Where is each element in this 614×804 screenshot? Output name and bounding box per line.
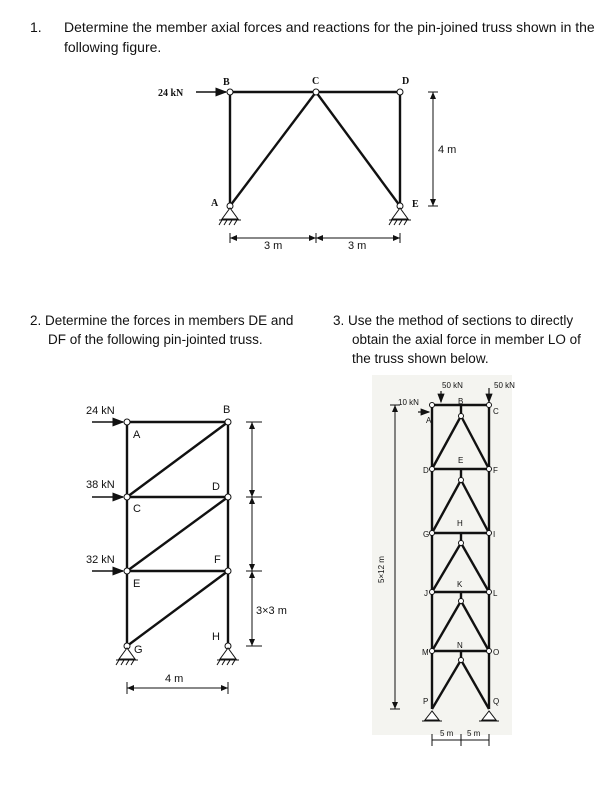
fig3-node-H: H (457, 519, 463, 528)
problem-1-number: 1. (30, 19, 42, 35)
fig1-node-B: B (223, 77, 230, 88)
fig1-load-label: 24 kN (158, 88, 184, 99)
fig3-node-J: J (424, 589, 428, 598)
fig2-node-C: C (133, 503, 141, 515)
fig2-node-F: F (214, 554, 221, 566)
problem-2-text-line2: DF of the following pin-jointed truss. (48, 332, 263, 347)
fig3-node-I: I (493, 530, 496, 539)
fig3-node-N: N (457, 641, 463, 650)
problem-2-text-line1: 2. Determine the forces in members DE and (30, 313, 294, 328)
problem-1-text-line2: following figure. (64, 39, 162, 55)
fig3-node-D: D (423, 466, 429, 475)
fig3-load-50-right: 50 kN (494, 381, 515, 390)
fig2-load-38: 38 kN (86, 479, 115, 491)
fig3-node-K: K (457, 580, 463, 589)
fig3-node-G: G (423, 530, 430, 539)
figure-3-truss (372, 375, 515, 746)
fig1-span1-dim: 3 m (264, 240, 283, 252)
fig3-node-F: F (493, 466, 498, 475)
fig3-span1-dim: 5 m (440, 729, 454, 738)
problem-3-text-line1: 3. Use the method of sections to directly (333, 313, 574, 328)
fig3-node-M: M (422, 648, 429, 657)
fig2-width-dim: 4 m (165, 673, 184, 685)
fig2-node-B: B (223, 404, 231, 416)
fig1-span2-dim: 3 m (348, 240, 367, 252)
fig2-load-32: 32 kN (86, 554, 115, 566)
figure-2-truss (86, 404, 287, 694)
fig2-node-D: D (212, 481, 220, 493)
fig3-load-50-left: 50 kN (442, 381, 463, 390)
fig1-node-C: C (312, 76, 320, 87)
problem-1-text-line1: Determine the member axial forces and reactions for the pin-joined truss shown in the (64, 19, 595, 35)
fig3-node-E: E (458, 456, 464, 465)
fig3-node-B: B (458, 397, 464, 406)
fig1-node-A: A (211, 198, 219, 209)
problem-3-text-line3: the truss shown below. (352, 351, 489, 366)
fig2-load-24: 24 kN (86, 405, 115, 417)
fig1-node-D: D (402, 76, 410, 87)
fig2-node-G: G (134, 644, 143, 656)
fig3-node-C: C (493, 407, 499, 416)
fig3-load-10: 10 kN (398, 398, 419, 407)
fig3-node-A: A (426, 416, 432, 425)
fig3-node-P: P (423, 697, 429, 706)
fig1-node-E: E (412, 199, 419, 210)
fig2-node-A: A (133, 429, 141, 441)
fig3-node-O: O (493, 648, 500, 657)
fig3-span2-dim: 5 m (467, 729, 481, 738)
fig1-height-dim: 4 m (438, 144, 457, 156)
fig2-node-H: H (212, 631, 220, 643)
figure-1-truss (158, 76, 456, 252)
fig3-node-Q: Q (493, 697, 500, 706)
fig2-height-dim: 3×3 m (256, 605, 287, 617)
fig3-node-L: L (493, 589, 498, 598)
fig2-node-E: E (133, 578, 141, 590)
problem-3-text-line2: obtain the axial force in member LO of (352, 332, 581, 347)
fig3-height-dim: 5×12 m (377, 556, 386, 583)
